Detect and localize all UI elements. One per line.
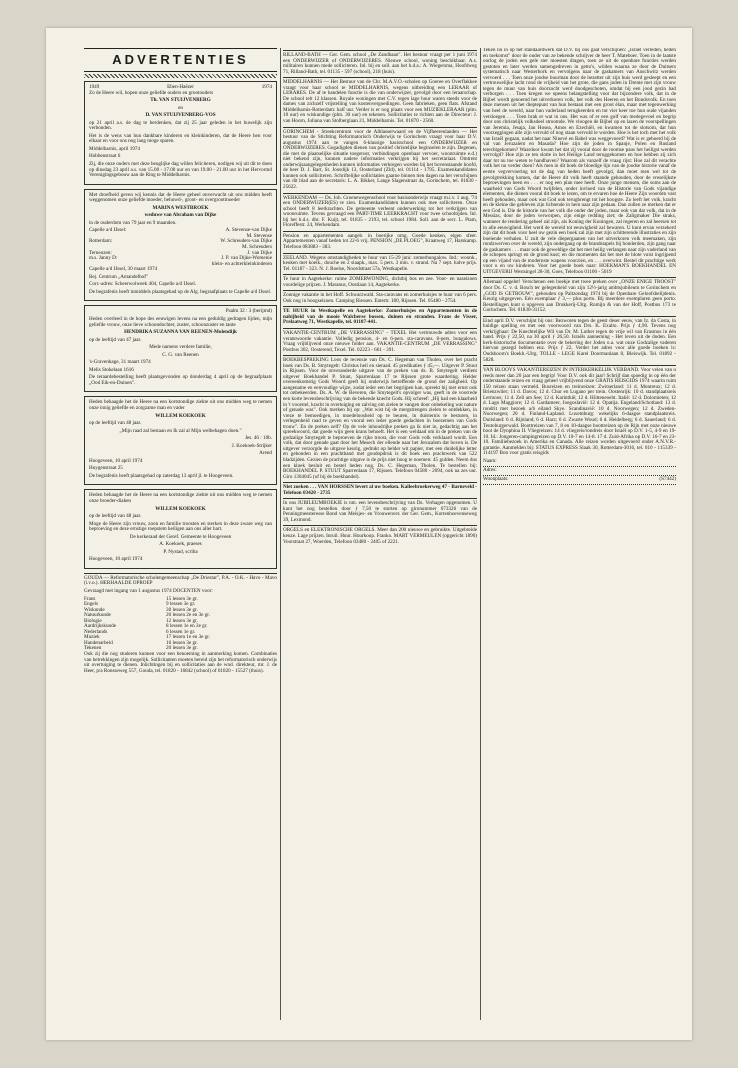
death-notice [84,489,277,568]
notice-text: Heden behaagde het de Heere na een kortstondige ziekte uit ons midden weg te nemen onze broeder-diaken [89,492,272,504]
ad-text: Niet zoeken . . . VAN HORSSEN levert al uw boeken. Kalleebroekerweg 47 - Barneveld - Telefoon 03420 - 2735 [283,484,477,496]
classified-ad [283,127,477,191]
decorative-border [84,74,277,78]
classified-ad [283,525,477,545]
newspaper-page [46,28,692,1040]
funeral-info: De teraardebestelling heeft plaatsgevonden op donderdag 4 april op de begraafplaats „Ood Eik-en-Duinen". [89,374,272,386]
family-member: J. P. van Dijke-Womenie [221,255,272,262]
announcement-text: Het is de wens van hun dankbare kinderen en kleinkinderen, dat de Heere hen voor elkaar en voor ons nog lang moge sparen. [89,132,272,145]
deceased-name: HENDRIKA SUZANNA VAN REENEN-Molendijk [124,329,237,336]
family-member: J. van Dijke [247,249,272,256]
subject: Wiskunde [84,606,105,613]
classified-ad [283,274,477,288]
place-date: 's-Gravenhage, 31 maart 1974 [89,359,151,366]
family-member: M. Schreuders [242,244,272,251]
family-place: Capelle a/d IJssel: [89,227,127,234]
death-notice [84,189,277,302]
ad-text: In ons JUBILEUMBOEKJE is nm. een levensbeschrijving van Ds. Verhagen opgenomen. U kunt het nog bestellen door ƒ 7,50 te storten op gironummer 673326 van de Penningmeesteresse Bond van Meisjes- en Vrouwenver. der Ger. Gem., Kortenhoevenseweg 39, Lexmond. [283,500,477,523]
notice-text: Moge de Heere zijn vrouw, zoon en familie troosten en sterken in deze zware weg van beproeving en deze ernstige roepstem heiligen aan ons aller hart. [89,520,272,533]
field-label: Adres: [483,466,497,473]
classified-ad [283,50,477,75]
ad-text: Eind april D.V. verschijnt bij ons: Bezworen tegen de geest deser eeuw, van Iz. da Costa, in huidige spelling en met een voorwoord van Drs. K. Exalto. Prijs ƒ 4,90. Tevens nog verkrijgbaar: De Knechtelijke Wil van Dr. M. Luther tegen de vrije wil van Erasmus in één band. Prijs ƒ 22,50, na 30 april ƒ 26,50. Israëls aanneming - Het leven uit de doden. Een kerk-historische documentatie over de bekering der Joden o.a. wat onze Godzalige vaderen hiervan gezegd hebben enz. Prijs ƒ 22, Verder het adres voor alle goede boeken is: Oudshoorn's Boekh.-Uitg. TOLLE - LEGE Karel Doormanlaan 8, Bleiswijk. Tel. 01892 - 5828. [483,317,676,363]
ad-text: MIDDELHARNIS — Het Bestuur van de Chr. M.A.V.O.-scholen op Goeree en Overflakkee vraagt voor haar school te MIDDELHARNIS, wegens uitbreiding een LERAAR of LERARES. De af te handelen functie is die van onderwijzer, gevolgd door een leraarschap. De school telt 12 klassen. Royale woningen met C.V. tegen lage huur waren steeds voor de dames van zichzelf vrijstelling van kostenvergoedingen. Geen fabrieken, geen flats. Afstand Middelharnis-Rotterdam: half uur. Verder is er nog plaats voor een MUZIEKLERAAR (plm. 10 uur) en wiskundige (plm. 30 uur) en tekenen. Sollicitaties te richten aan de Directeur: J. van Hoorn, Juliana van Stolberglaan 21, Middelharnis. Tel. 01870 - 2560. [283,79,477,125]
ad-text: GORINCHEM - Streekcentrum voor de Alblasserwaard en de Vijfheerenlanden — Het bestuur van de Stichting Reformatorisch Onderwijs te Gorinchem vraagt voor haar D.V. augustus 1974 aan te vangen 6-klassige basisschool een ONDERWIJZER en ONDERWIJZERES. Gegadigden dienen van positief christelijke beginselen te zijn. Degenen, die met de plaatselijke situatie toegerust, verbindingen openbaar vervoer, woonruimte e.d.) niet bekend zijn, kunnen nadere informaties verkrijgen bij het secretariaat. Omtrent onderwijsaangelegenheden kunnen informaties verkregen worden bij het bovenstaande hoofd, de heer D. J. Bart, St. Joosdijk 13, Oosterland (Zld), tel. 01114 - 1795. Examenkandidaten kunnen ook solliciteren. Schriftelijke sollicitaties gaarne binnen tien dagen na het verschijnen van dit blad aan de secretaris: L. A. Bikker, Lange Slagenstraat 4a, Gorinchem, tel. 01830 - 25622. [283,128,477,191]
ad-text: WERKENDAM — Ds. Joh. Groenewegenschool voor basisonderwijs vraagt m.i.v. 1 aug. '74 een ONDERWIJZER(ES) te zien. Examenkandidaten kunnen ook mee solliciteren. Onze school heeft 8 leerkrachten. De gemeente verleent onderwerking tot het verkrijgen van woonruimte. Tevens gevraagd een PART-TIME LEERKRACHT voor twee schooltijden. Inl. bij het h.d.s. dhr. F. Kuijt, tel. 01835 - 2193, tel. school 1984. Soll. aan de secr. L. Ptam, Floreffestr. 24, Werkendam. [283,194,477,229]
scripture-quote: „Mijn raad zal bestaan en Ik zal al Mijn welbehagen doen." [119,427,242,434]
family-list [89,228,272,267]
classified-ad [283,498,477,523]
classified-ad [283,77,477,124]
classified-ad [283,231,477,251]
announcement-text: Zij, die onze ouders met deze heuglijke dag willen feliciteren, nodigen wij uit dit te doen op dinsdag 23 april a.s. van 15.00 - 17.00 uur en van 19.00 - 21.00 uur in het Hervormd Verenigingsgebouw aan de Ring te Middelharnis. [89,161,272,179]
family-member: W. Schreuders-van Dijke [220,238,272,245]
subject: Frans [84,595,96,602]
death-notice [84,305,277,392]
subject: Handenarbeid [84,639,113,646]
ad-text: RILLAND-BATH — Ger. Gem. school „De Zandbaan". Het bestuur vraagt per 1 juni 1974 een ONDERWIJZER of ONDERWIJZERES. Nieuwe school, woning beschikbaar. A.s. militairen kunnen mede solliciteren. Inl. bij en soll. aan het h.d.a.: A. Wiegersma, Hoofdweg 71, Rilland-Bath, tel. 01135 - 597 (school), 218 (huis). [283,52,477,75]
vacancy-table [84,597,277,652]
notice-text: Heden overleed in de hope des eeuwigen levens na een geduldig gedragen lijden, mijn geliefde vrouw, onze lieve schoondochter, zuster, schoonzuster en tante [89,315,272,328]
age-text: op de leeftijd van 47 jaar. [89,336,142,343]
classified-ad [283,290,477,304]
age-text: op de leeftijd van 48 jaar. [89,513,142,520]
address: Melis Stokelaan 1616 [89,366,134,373]
ad-text: Teken nu in op het standaardwerk dat D.V. bij ons gaat verschijnen: „Israël verleden, heden en toekomst" door de ouder van ze bekende schrijver de heer T. Mateboer. Toen in de laatste oorlog de joden een gele ster moesten dragen, toen ze uit de openbare functies werden gestoten en later werden samengedreven in getto's, wilden waarna ze door de Duitsers systematisch naar Westerbork en vervolgens naar de gaskamers van Auschwitz werden vervoerd . . . Toen onze joodse buurman door de bezetter uit zijn huis werd gesleept en een vertrouwelijke lacht rond de vrijheid van het grote, die gans joden in Drente met zijn vrouw tegen de muur van huis doorzocht werd doodgeschoten, omdat hij een jood gezin had verborgen . . . Toen kregen we opeens belangstelling voor dat bijzondere volk, dat in de Bijbel wordt genoemd het uitverkoren volk, het volk des Heeren en het Bondsvolk. En toen deze mensen uit het dieptepunt van hun bestaan met een groot élan, maar met tegenwerking van heel de wereld, naar hun vaderland terugkeerden en tot vier keer toe hun oude vijanden versloegen . . . Toen brak er wat in ons. Het was of er een golf van medegevoel en begrip door ons christelijk volksdeel stroomde. We vloogen de Bijbel op en lazen de voorspellingen van Jeremia, Jesaja, Jan Hosea, Amos en Ezechiël, en kwamen tot de slotsom, dat hun voorzeggingen alle zijn vervuld of nog staan vervuld te worden. Hoe is het toch met het volk van Israël gegaan, nadat het naar Ninevé en Babel was weggevoerd? Wat is er geboerd bij de val van Jeruzalem en Masada? Hoe zijn de joden in Spanje, Polen en Rusland terechtgekomen? Waardoor kwam het dat zij vooral door de roomse paus het heiligst werden vervolgd? Hoe zijn ze ten slotte in het Heilige Land teruggekomen en hoe hebben zij zich daar tot nu toe weten te handhaven? Waarom als vanzelf de vraag rijst: Hoe zal dit verachte volk het nu verder doen? Als men in dit boek de bloedige lijn van de joodse historie vanaf de eerste vegvervoering tot de dag van heden heeft gevolgd, dan moet men wel tot de gevolgtrekking komen, dat de Heere dit volk heeft staande gehouden, door de vreselijkste beproevingen heen en . . . er nog een plan mee heeft. Onze jonge mensen, die soms aan de waarheid van Gods Woord twijfelen, onder invloed van de Historie van Gods vijandige elementen, die dienen vooral dit boek te lezen, om te ervaren hoe de Heere Zijn woorden vast heeft gehouden, maar ook wat God ook terugbrengt tot het hoogste. Zo leeft het volk, kracht en de kleine die gebleven zijn lichtende in hem naar zijn gedaan. Dan zullen ze merken dat er een God is. Die de historie van het volk die onder der joden, maar ook van dat volk, dat in de Messias, door de joden verworpen, zijn enige redding ziet; de Zaligmaker Die straks, wanneer de rendering geheel zal zijn, als Koning der Koningen, zal regeren en zal heersen tot in alle eeuwigheid. Het werd de wereld tot eeuwigheid zal bewaren. U kunt ervan verzekerd zijn dat dit boek voor heel uw gezin een boek zal zijn met zijn schitterende illustraties en zijn boeiende verhalen. U zult de vele diepergaanen van het uitverkoren volk meemaken, zijn rondzwerven over de wereld, zijn ondergang op de brandstapels bij honderden, zijn gang naar de gaskamers . . . maar ook de geweldige dat het met heilig verlangen naar zijn vaderland van de schepen springt en de grond kust; en die momenten dat het met de blote vuist ingrijpend op een vijand van de modernste wapens voorzien, en . . . overwint. Bestel dit prachtige werk voor u en uw kinderen. Voor het goede boek naar: HOEKMAN'S BOEKHANDEL EN UITGEVERIJ Westsingel 28-30, Goes, Telefoon 01100 - 5019 [483,48,676,275]
ad-text: VAN BLOOYS VAKANTIEREIZEN IN INTERKERKELIJK VERBAND. Voor velen van u reeds meer dan 20 jaar een begrip! Voor D.V. ook dit jaar! Schrijf dan spoedig in op één der onderstaande reizen en vraag geheel vrijblijvend onze GRATIS REISGIDS 1974 waarin ruim 150 reizen staan vermeld. Busreizen en treinreizen: Zwitserland: 11 d. Montreux; 12 d. Brienzwiler; 11 d. Davos; 12 d. Chur en Lugano per trein. Oostenrijk: 10 d. standplaatsreis Lermoos; 11 d. Zell am See; 12 d. Karinthië; 12 d. Hiitteneoeht. Italië: 12 d. Dolomieten; 12 d. Lago Maggiore; 12 d. Gardameer, Joegoslavië: 12 d. Opatija. Engeland/Schotland: 13 d. rondrit met bezoek a/h eiland Skye. Scandinavië: 10 d. Noorwegen; 12 d. Zweden-Noorwegen; 20 d. Finland-Lapland. Luxemburg: wekelijks 6-daagse standplaatsreis. Duitsland: 6 d. Rijnland; 6 d. Harz; 6 d. Zwarte Woud; 6 d. Heidelberg; 6 d. Sauerland; 6 d. Teutoburgerwald. Boottreizen van 7, 8 en 10-daagse boottreizen op de Rijn met onze nieuwe boot de Dynphina II. Vliegreizen: 14 d. vliegreis/rondreis door Israël op D.V. 1-5, 4-9 en 19-10. Id.: Jongeren-campingreizen op D.V. 10-7 en 14-8. 17 d. Zuid-Afrika op D.V. 16-7 en 23-10. Familiebezoek in Amerika en Canada. Alle reizen worden uitgevoerd onder A.N.V.R.-garantie. Aanmelden bij: STATUS EXPRESS Slaak 30, Rotterdam-3016, tel. 010 - 115339 - 114197 Bon voor gratis reisgids [483,367,676,457]
lessons: 15 lessen 3e gr. [166,595,198,602]
family-place: m.s. Janny D: [89,255,118,262]
book-ad [483,316,676,363]
coupon-code: (S7442) [659,475,676,482]
column-1 [84,48,277,676]
lessons: 8 lessen 1e en 2e gr. [166,623,208,630]
name-field[interactable] [483,459,676,467]
lessons: 17 lessen 1e en 3e gr. [166,634,210,641]
family-member: M. Stevense [246,232,272,239]
address: Huygenstraat 25 [89,465,123,472]
deceased-name: WILLEM KOEKOEK [155,505,206,512]
family-member: klein- en achterkleinkinderen [211,260,272,267]
classified-ad [283,328,477,353]
person-name: Th. VAN STUIJVENBERG [150,97,211,104]
field-label: Woonplaats: [483,475,509,482]
deceased-name: WILLEM KOEKOEK [155,412,206,419]
place-date: Middelharnis, april 1974 [89,145,140,152]
subject: Nederlands [84,628,108,635]
subject: Natuurkunde [84,612,111,619]
family-place: Terneuzen: [89,249,112,256]
conjunction: en [178,104,183,111]
place-date: Hoogeveen, 10 april 1974 [89,556,143,563]
notice-text: Heden behaagde het de Heere na een kortstondige ziekte uit ons midden weg te nemen onze innig geliefde en zorgzame man en vader [89,399,272,411]
family-member: J. Koekoek-Strijker [231,442,272,449]
place-date: Capelle a/d IJssel, 30 maart 1974 [89,266,158,273]
family-place: Rotterdam: [89,238,113,245]
council-member: P. Nystad, scriba [163,548,198,555]
book-ad [483,48,676,275]
lessons: 12 lessen 3e gr. [166,617,198,624]
subject: Muziek [84,634,100,641]
lessons: 20 lessen 3e gr. [166,645,198,652]
age-text: in de ouderdom van 79 jaar en 9 maanden. [89,219,177,226]
school-vacancy-ad [84,573,277,674]
subject: Biologie [84,617,102,624]
subject: Tekenen [84,645,102,652]
classified-ad [283,482,477,496]
subject: Engels [84,601,98,608]
announcement-text: Zo de Heere wil, hopen onze geliefde ouders en grootouders [89,89,214,96]
family-member: Arend [259,450,272,457]
city-field[interactable] [483,477,676,485]
ad-text: Te huur in Aagtekerke: ruime ZOMERWONING, dichtbij bos en zee. Voor- en naseizoen voordelige prijzen. J. Maranus, Oostlaan 14, Aagtekerke. [283,276,477,288]
section-title: ADVERTENTIES [112,52,249,68]
coupon-form[interactable] [483,459,676,485]
scripture-ref: Jes. 46 : 10b. [245,435,272,442]
family-text: Mede namens verdere familie, [149,344,212,351]
lessons: 6 lessen 1e gr. [166,628,196,635]
lessons: 9 lessen 3e gr. [166,601,196,608]
column-divider [480,48,481,1020]
age-text: op de leeftijd van 48 jaar. [89,420,142,427]
classified-ad [283,253,477,273]
notice-text: Met droefheid geven wij kennis dat de Heere geheel onverwacht uit ons midden heeft weggenomen onze geliefde moeder, behuwd-, groot- en overgrootmoeder [89,191,272,204]
lessons: 16 lessen 3e gr. [166,639,198,646]
book-ad [483,277,676,313]
subject: Aardrijkskunde [84,623,116,630]
correspondence-address: Corr.-adres: Scheerwolweek 404, Capelle a/d IJssel. [89,281,197,288]
ad-text: TE HUUR in Westkapelle en Aagtekerke: Zomerhuisjes en Appartementen in de nabijheid van de mooie Walcherse bossen, duinen en stranden. Frans de Visser, Prelaatweg 71, Westkapelle, tel. 01187-441. [283,308,477,326]
classified-ad [283,306,477,326]
ad-text: Pension en appartementen aangeb. in boerijke omg. Goede keuken, eigen sfeer. Appartementen vanaf heden tot 22-6 vrij. PENSION „DE PLOEG", Kraatweg 17, Harskamp. Telefoon 083883 - 383. [283,232,477,250]
ad-heading: GOUDA — Reformatorische scholengemeenschap „De Driestar", P.A. - O.K. - Havo - Mavo (i.v.o.). HERHAALDE OPROEP [84,574,277,587]
ad-text: Zonnige vakantie in het Hoff. Schwarzwald. Sta-caravans en zomerhuisjes te huur van 6 pers. Ook nog in hoogseizoen. Camping Riessen. Entertr. 180, Rijssen. Tel. 05480 - 2754. [283,292,477,304]
deceased-subtitle: weduwe van Abraham van Dijke [144,212,217,219]
classified-ad [283,193,477,229]
ad-text: ORGELS en ELEKTRONISCHE ORGELS. Meer dan 200 nieuwe en gebruikte. Uitgebreide keuze. Lage prijzen. Inruil. Huur. Huurkoop. Franko. MART VERMEULEN (opgericht 1890) Voorstraat 27, Woerden, Telefoon 03480 - 2405 of 2221. [283,527,477,545]
funeral-info: De begrafenis heeft inmiddels plaatsgehad op de Alg. begraafplaats te Capelle a/d IJssel. [89,288,272,295]
death-notice [84,396,277,485]
column-3 [483,48,676,486]
place-label: Eben-Haëzer [167,84,194,90]
book-review [283,355,477,480]
wedding-announcement [84,81,277,185]
ad-text: ZEELAND. Wegens omstandigheden te huur van 15-29 juni: zomerbungalow. Ind.: woonk., keuken met koelk., douche en 2 slaapk., max. 5 pers. 3 min. v. strand. Na 7 sept. halve prijs. Tel. 01187 - 323. N. J. Roelse, Noordstraat 57a, Westkapelle. [283,254,477,272]
ad-text: BOEKBESPREKING Loos de recensie van Ds. C. Hegeman van Tholen, over het pracht boek van Ds. B. Smytegelt: Christus heil en sieraad. 45 predikaties ƒ 45,—. Uitgever P. Stuut in Rijssen. Voor de onveranderde uitgave van de preken van ds. B. Smytegelt verdient uitgever Boekhandel P. Stuut, Sparrenlaan 17 te Rijssen grote waardering. Helder overeenkomstig Gods Woord geeft hij onderwijs betreffende de grond der zaligheid. Op aangename en eenvoudige wijze, zodat ieder een het begrijpen kan, spreekt hij met ernst ook tot onbekeerden. Ds. A. W. de Beveren, die Smytegelt's opvolger was, geeft in de voorrede een korte levensbeschrijving van de bekende knecht Gods. Hij schreef: „Hij had een klaarheid in 't voorstel, kracht in overtuiging en zalving om zielen te vangen door onbekeling wat nature of genade was". Ook merken bij op: „Wat wist hij de mergstrengen zielen te ontdekken, in vreze te bemoedigen, in moedeloosheid op te beuren, in duisternis te besturen, in verlegenheid raad te geven en vooral een ieder goede gedachten in boezemen van Gods trouw". En de preken zelf? Op de vele inhoudrijke preken ga ik niet in, gedachtig aan het spreekwoord, dat goede wijn geen krans behoeft. Het is een weldaad om in de preken van de godzalige Smytegelt te beproeven de rijke troost, die voor Gods volk verklaard wordt. Een volk, dat door genade gaat door het Mesech der ellende naar het Jeruzalem dat boven is. De uitgever verzorgde de uitgave keurig, gedrukt op helder wit papier, met een duidelijke letter en gebonden in een prachtband met goudopdruk is dit boek een prachtwerk van 522 bladzijden. Gezien de prachtige uitgave is de prijs niet hoog te noemen: 45 gulden. Neem dus een kloek besluit en bestel heden nog. Ds. C. Hegeman, Tholen. Te bestellen bij: BOEKHANDEL P. STUUT Sparrenlaan 17, Rijssen. Telefoon 04580 - 2094, ook na zes uur. Giro 1304045 (of bij de boekhandel). [283,357,477,480]
section-masthead [84,48,277,72]
announcement-text: op 21 april a.s. de dag te herdenken, dat zij 25 jaar geleden in het huwelijk zijn verbonden. [89,119,272,132]
family-member: C. G. van Reenen [162,351,199,358]
year-end: 1974 [261,84,272,90]
travel-ad [483,365,676,457]
column-2 [283,48,477,547]
funeral-info: De begrafenis heeft plaatsgehad op zaterdag 13 april jl. te Hoogeveen. [89,472,234,479]
ad-text: Allemaal opgelet! Verschenen een boekje met twee preken over „ONZE ENIGE TROOST" door Ds. C. v. d. Bosch ter gelegenheid van zijn 12½-jarig ambtsjubileum te Gorinchem en „GOD IS GETROUW", gehouden op Paltzondag 1974 bij de Openbare Geloofsbelijdenis. Keurig uitgegeven. Eén exemplaar ƒ 3,— plus porto. Bij meerdere exemplaren geen porto. Bestellingen kunt u opgeven aan Drukkerij-Uitg. Romijn & van der Hoff, Postbus 173 te Gorinchem. Tel. 01830-31152. [483,279,676,314]
lessons: 30 lessen 3e gr. [166,606,198,613]
ad-body: Ook zij die nog studeren kunnen voor een benoeming in aanmerking komen. Combinaties van betrekkingen zijn mogelijk. Sollicitanten moeten bereid zijn het reformatorisch onderwijs uit overtuiging te dienen. Inlichtingen bij en sollicitaties aan de wnd. direkteur, mr. J. de Heer, p/a Ronsseweg 557, Gouda, tel. 01820 - 16842 (school) of 01820 - 15527 (thuis). [84,651,277,674]
column-divider [280,48,281,1020]
address: Hobbenstraat 6 [89,153,121,160]
church-council: De kerkeraad der Geref. Gemeente te Hoogeveen [129,533,232,540]
scripture-ref: Psalm 32 : 3 (berijmd) [225,308,272,315]
year-start: 1949 [89,84,100,90]
deceased-name: MARINA WESTBROEK [152,204,209,211]
person-name: D. VAN STUIJVENBERG-VOS [145,112,216,119]
address-field[interactable] [483,468,676,476]
address: Bej. Centrum „Amandelhof" [89,273,149,280]
council-member: A. Koekoek, praeses [159,541,202,548]
family-member: A. Stevense-van Dijke [225,227,272,234]
place-date: Hoogeveen, 10 april 1974 [89,457,143,464]
field-label: Naam: [483,457,497,464]
ad-subheading: Gevraagd met ingang van 1 augustus 1974 DOCENTEN voor: [84,588,213,594]
lessons: 20 lessen 2e en 3e gr. [166,612,210,619]
ad-text: VAKANTIE-CENTRUM „DE VERRASSING" - TEXEL Het vertrouwde adres voor een verantwoorde vakantie. Volledig pension, 4- en 6-pers. sta-caravans. 8-pers. bungalows. Vraag vrijblijvend onze nieuwe folder aan. VAKANTIE-CENTRUM „DE VERRASSING" Postbus 302, Oosterend, Texel. Tel. 02223 - 661 - 391. [283,329,477,353]
